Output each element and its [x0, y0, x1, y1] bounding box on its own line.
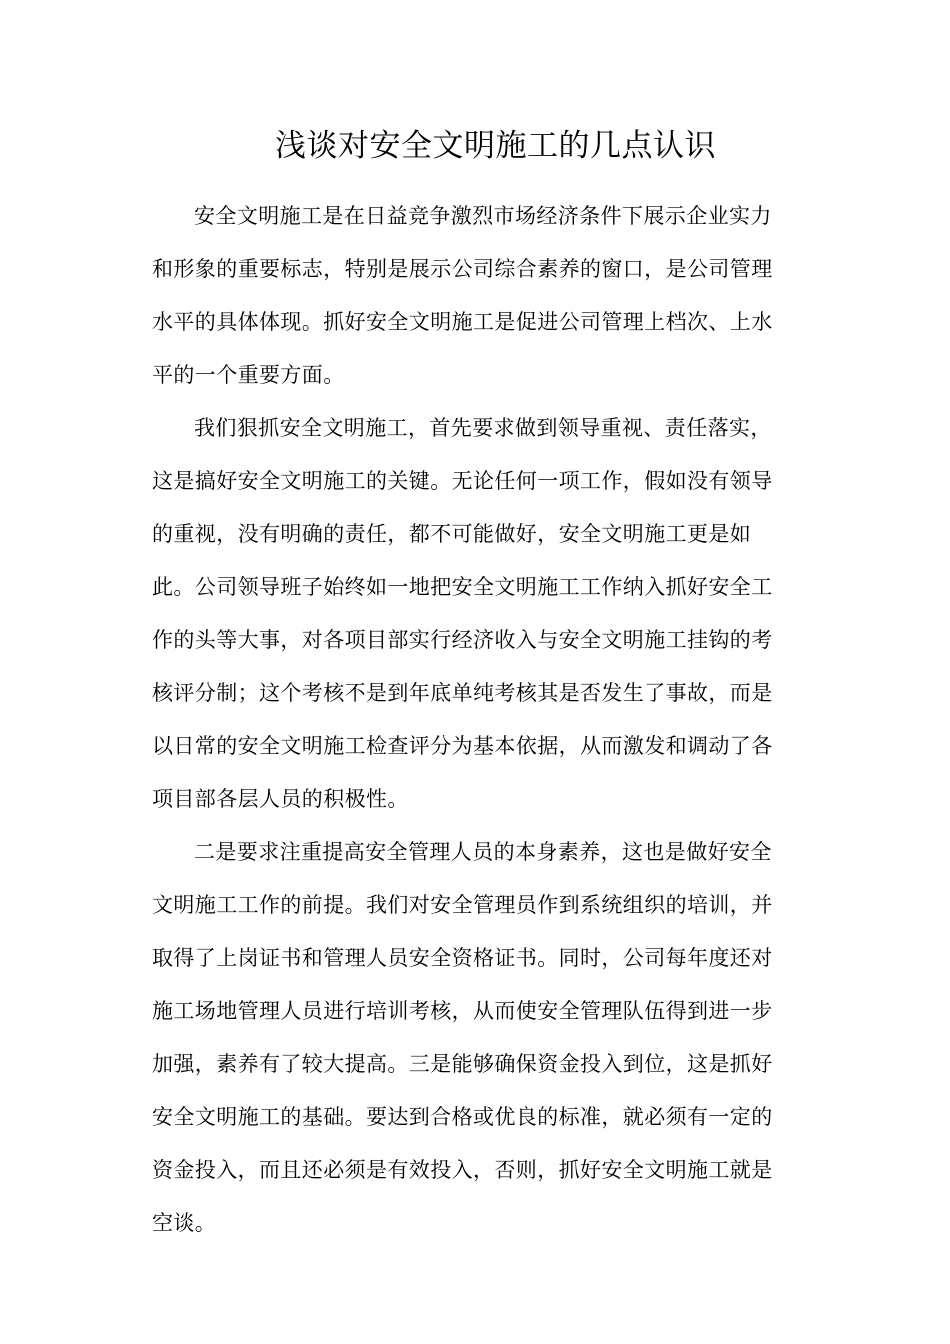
text-line: 这是搞好安全文明施工的关键。无论任何一项工作，假如没有领导 [152, 469, 773, 493]
text-line: 平的一个重要方面。 [152, 363, 345, 387]
text-line: 安全文明施工是在日益竞争激烈市场经济条件下展示企业实力 [194, 204, 772, 228]
paragraph-3 [152, 826, 798, 1250]
text-line: 作的头等大事，对各项目部实行经济收入与安全文明施工挂钩的考 [152, 628, 773, 652]
text-line: 和形象的重要标志，特别是展示公司综合素养的窗口，是公司管理 [152, 257, 773, 281]
document-body [152, 190, 798, 1250]
text-line: 此。公司领导班子始终如一地把安全文明施工工作纳入抓好安全工 [152, 575, 773, 599]
text-line: 水平的具体体现。抓好安全文明施工是促进公司管理上档次、上水 [152, 310, 773, 334]
text-line: 资金投入，而且还必须是有效投入，否则，抓好安全文明施工就是 [152, 1158, 773, 1182]
document-title: 浅谈对安全文明施工的几点认识 [275, 128, 716, 164]
text-line: 安全文明施工的基础。要达到合格或优良的标准，就必须有一定的 [152, 1105, 773, 1129]
paragraph-2 [152, 402, 798, 826]
text-line: 空谈。 [152, 1211, 217, 1235]
text-line: 项目部各层人员的积极性。 [152, 787, 409, 811]
text-line: 二是要求注重提高安全管理人员的本身素养，这也是做好安全 [194, 840, 772, 864]
text-line: 我们狠抓安全文明施工，首先要求做到领导重视、责任落实， [194, 416, 772, 440]
text-line: 取得了上岗证书和管理人员安全资格证书。同时，公司每年度还对 [152, 946, 773, 970]
text-line: 以日常的安全文明施工检查评分为基本依据，从而激发和调动了各 [152, 734, 773, 758]
text-line: 文明施工工作的前提。我们对安全管理员作到系统组织的培训，并 [152, 893, 773, 917]
paragraph-1 [152, 190, 798, 402]
text-line: 加强，素养有了较大提高。三是能够确保资金投入到位，这是抓好 [152, 1052, 773, 1076]
text-line: 的重视，没有明确的责任，都不可能做好，安全文明施工更是如 [152, 522, 752, 546]
text-line: 核评分制；这个考核不是到年底单纯考核其是否发生了事故，而是 [152, 681, 773, 705]
text-line: 施工场地管理人员进行培训考核，从而使安全管理队伍得到进一步 [152, 999, 773, 1023]
